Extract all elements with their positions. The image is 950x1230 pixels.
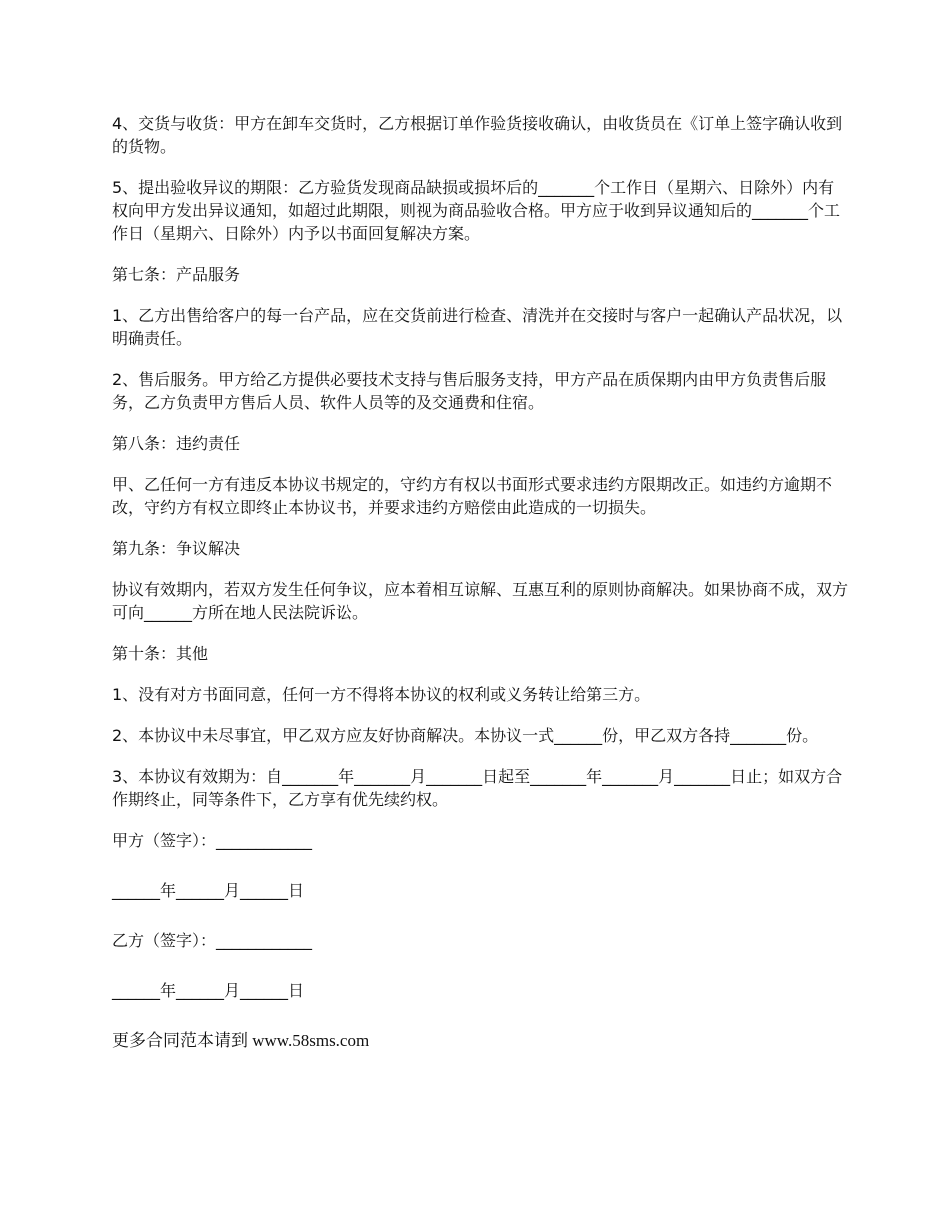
article-8-heading: 第八条：违约责任 (112, 434, 241, 453)
clause-no-transfer: 1、没有对方书面同意，任何一方不得将本协议的权利或义务转让给第三方。 (112, 685, 651, 704)
clause-breach: 甲、乙任何一方有违反本协议书规定的，守约方有权以书面形式要求违约方限期改正。如违约方逾期不改，守约方有权立即终止本协议书，并要求违约方赔偿由此造成的一切损失。 (112, 475, 833, 517)
clause-after-sales: 2、售后服务。甲方给乙方提供必要技术支持与售后服务支持，甲方产品在质保期内由甲方负责售后服务，乙方负责甲方售后人员、软件人员等的及交通费和住宿。 (112, 370, 827, 412)
party-a-date: ______年______月______日 (112, 881, 305, 900)
clause-objection-period: 5、提出验收异议的期限：乙方验货发现商品缺损或损坏后的_______个工作日（星期六、日除外）内有权向甲方发出异议通知，如超过此期限，则视为商品验收合格。甲方应于收到异议通知后的_______个工作日（星期六、日除外）内予以书面回复解决方案。 (112, 178, 841, 243)
clause-product-inspection: 1、乙方出售给客户的每一台产品，应在交货前进行检查、清洗并在交接时与客户一起确认产品状况，以明确责任。 (112, 306, 843, 348)
party-a-signature: 甲方（签字）：____________ (112, 831, 313, 850)
document-page (112, 112, 848, 1052)
clause-copies: 2、本协议中未尽事宜，甲乙双方应友好协商解决。本协议一式______份，甲乙双方各持_______份。 (112, 726, 819, 745)
clause-validity-period: 3、本协议有效期为：自_______年_______月_______日起至_______年_______月_______日止；如双方合作期终止，同等条件下，乙方享有优先续约权。 (112, 767, 843, 809)
clause-dispute: 协议有效期内，若双方发生任何争议，应本着相互谅解、互惠互利的原则协商解决。如果协商不成，双方可向______方所在地人民法院诉讼。 (112, 580, 849, 622)
article-9-heading: 第九条：争议解决 (112, 539, 241, 558)
party-b-date: ______年______月______日 (112, 981, 305, 1000)
party-b-signature: 乙方（签字）：____________ (112, 931, 313, 950)
clause-delivery: 4、交货与收货：甲方在卸车交货时，乙方根据订单作验货接收确认，由收货员在《订单上签字确认收到的货物。 (112, 114, 843, 156)
article-7-heading: 第七条：产品服务 (112, 265, 241, 284)
footer-link-text: 更多合同范本请到 www.58sms.com (112, 1031, 370, 1050)
article-10-heading: 第十条：其他 (112, 644, 209, 663)
